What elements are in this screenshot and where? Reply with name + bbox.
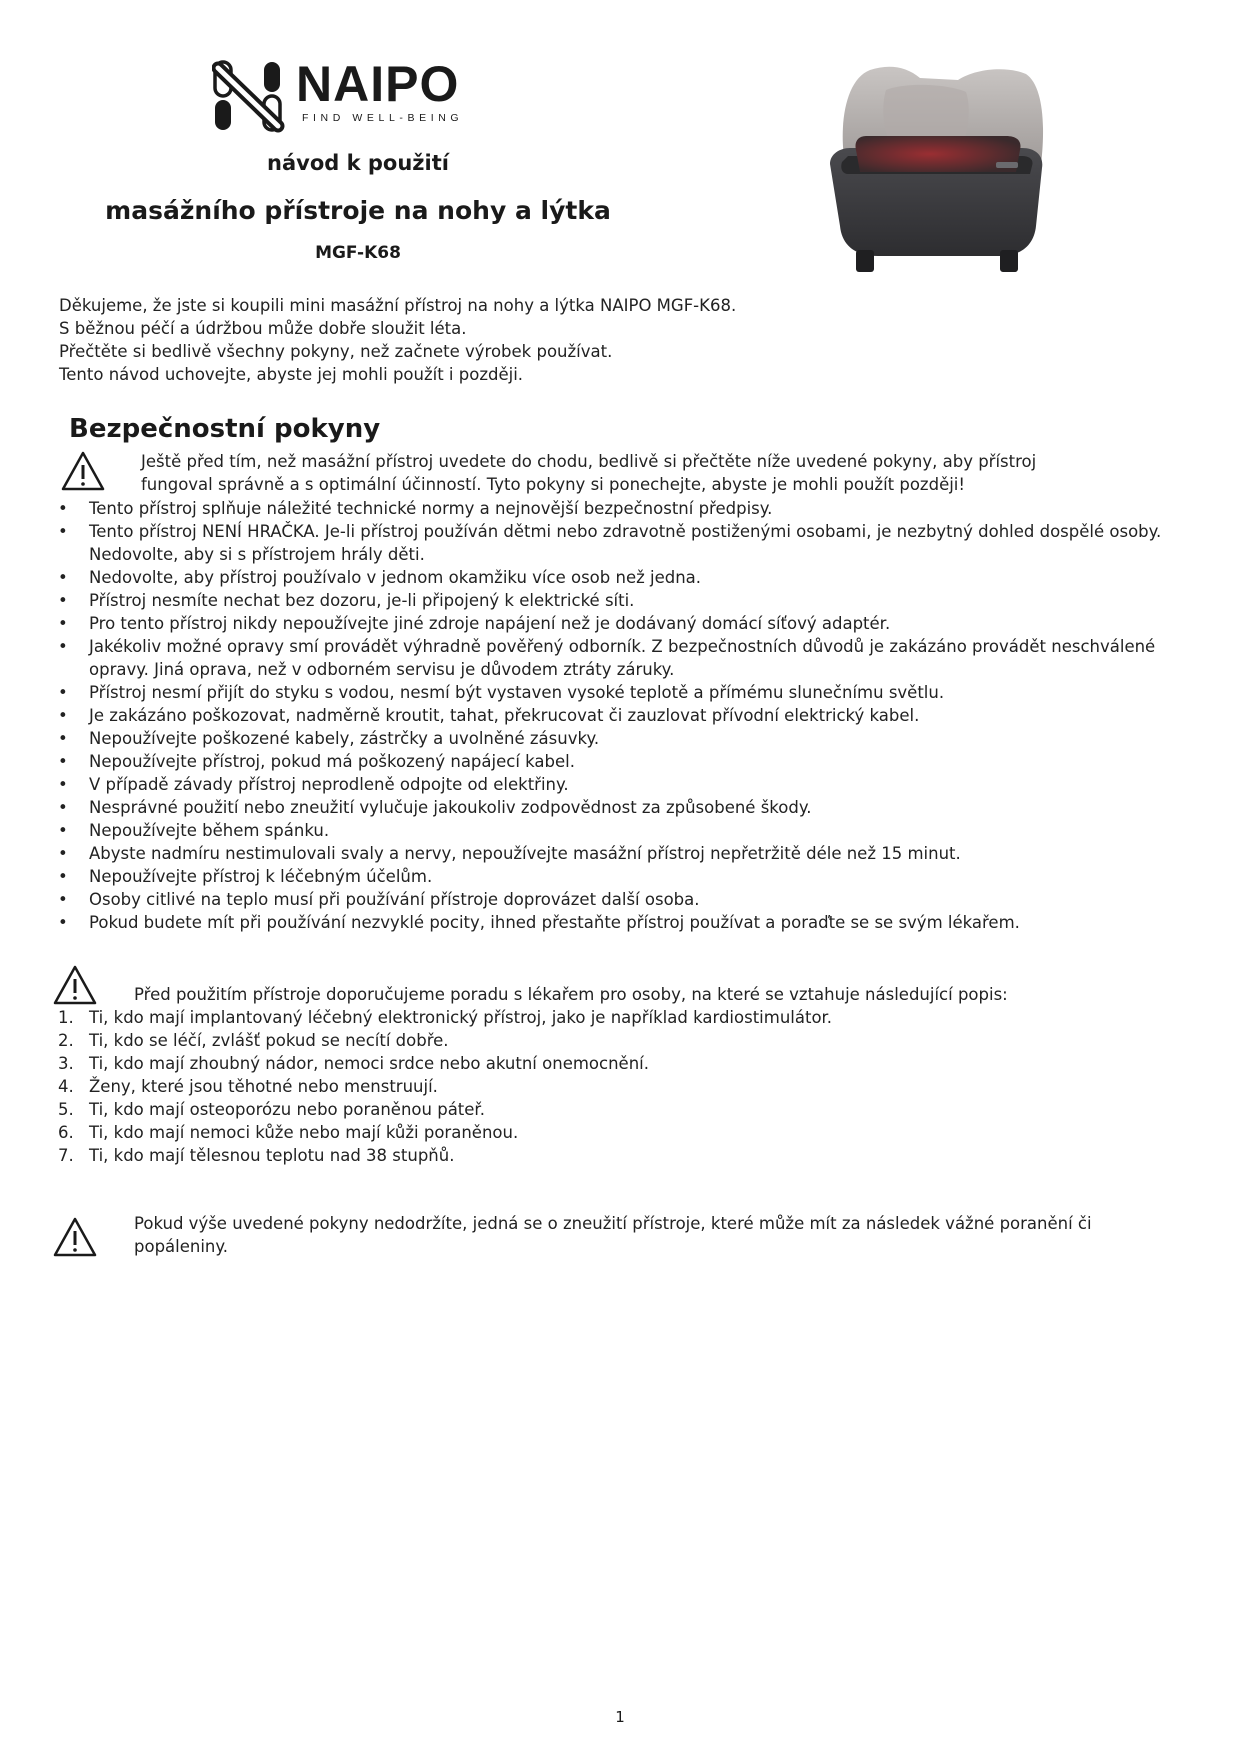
- final-warning-line: popáleniny.: [134, 1237, 229, 1256]
- list-item: 7. Ti, kdo mají tělesnou teplotu nad 38 stupňů.: [58, 1146, 455, 1165]
- list-item: 5. Ti, kdo mají osteoporózu nebo poraněnou páteř.: [58, 1100, 485, 1119]
- safety-warning-line: Ještě před tím, než masážní přístroj uvedete do chodu, bedlivě si přečtěte níže uvedené pokyny, aby přístroj: [141, 452, 1037, 471]
- doctor-advice-list: [55, 1006, 1185, 1167]
- list-item: • V případě závady přístroj neprodleně odpojte od elektřiny.: [58, 775, 569, 794]
- list-item: • Osoby citlivé na teplo musí při používání přístroje doprovázet další osoba.: [58, 890, 700, 909]
- safety-bullet-list: [55, 497, 1185, 934]
- list-item: • Nepoužívejte přístroj k léčebným účelům.: [58, 867, 433, 886]
- model-number: MGF-K68: [315, 243, 401, 263]
- list-item: • Nedovolte, aby přístroj používalo v jednom okamžiku více osob než jedna.: [58, 568, 702, 587]
- warning-icon: [52, 1216, 98, 1258]
- intro-line: Děkujeme, že jste si koupili mini masážní přístroj na nohy a lýtka NAIPO MGF-K68.: [59, 296, 737, 315]
- brand-tagline: FIND WELL-BEING: [302, 112, 464, 124]
- list-item: 6. Ti, kdo mají nemoci kůže nebo mají kůži poraněnou.: [58, 1123, 519, 1142]
- intro-text: [59, 294, 1159, 386]
- safety-heading: Bezpečnostní pokyny: [69, 414, 381, 444]
- list-item: 1. Ti, kdo mají implantovaný léčebný elektronický přístroj, jako je například kardiostimulátor.: [58, 1008, 833, 1027]
- page-number: 1: [615, 1708, 625, 1726]
- list-item: • Nepoužívejte přístroj, pokud má poškozený napájecí kabel.: [58, 752, 575, 771]
- list-item: • Jakékoliv možné opravy smí provádět výhradně pověřený odborník. Z bezpečnostních důvodů je zakázáno provádět neschválené opravy. Jiná oprava, než v odborném servisu je důvodem ztráty záruky.: [58, 637, 1156, 679]
- naipo-logo-icon: [212, 60, 288, 134]
- list-item: • Tento přístroj NENÍ HRAČKA. Je-li přístroj používán dětmi nebo zdravotně postiženými osobami, je nezbytný dohled dospělé osoby. Nedovolte, aby si s přístrojem hrály děti.: [58, 522, 1162, 564]
- final-warning-line: Pokud výše uvedené pokyny nedodržíte, jedná se o zneužití přístroje, které může mít za následek vážné poranění či: [134, 1214, 1092, 1233]
- warning-icon: [52, 964, 98, 1006]
- intro-line: Přečtěte si bedlivě všechny pokyny, než začnete výrobek používat.: [59, 342, 613, 361]
- product-image: [808, 60, 1060, 292]
- list-item: • Nepoužívejte během spánku.: [58, 821, 330, 840]
- doctor-advice-intro: Před použitím přístroje doporučujeme poradu s lékařem pro osoby, na které se vztahuje následující popis:: [134, 985, 1008, 1004]
- list-item: • Nepoužívejte poškozené kabely, zástrčky a uvolněné zásuvky.: [58, 729, 600, 748]
- list-item: 3. Ti, kdo mají zhoubný nádor, nemoci srdce nebo akutní onemocnění.: [58, 1054, 649, 1073]
- doc-title-line1: návod k použití: [267, 151, 449, 175]
- brand-name: NAIPO: [296, 56, 460, 112]
- list-item: 4. Ženy, které jsou těhotné nebo menstruují.: [58, 1077, 438, 1096]
- intro-line: S běžnou péčí a údržbou může dobře sloužit léta.: [59, 319, 467, 338]
- list-item: • Abyste nadmíru nestimulovali svaly a nervy, nepoužívejte masážní přístroj nepřetržitě déle než 15 minut.: [58, 844, 961, 863]
- list-item: • Tento přístroj splňuje náležité technické normy a nejnovější bezpečnostní předpisy.: [58, 499, 773, 518]
- list-item: • Nesprávné použití nebo zneužití vylučuje jakoukoliv zodpovědnost za způsobené škody.: [58, 798, 812, 817]
- final-warning-text: [134, 1212, 1194, 1258]
- intro-line: Tento návod uchovejte, abyste jej mohli použít i později.: [59, 365, 524, 384]
- list-item: • Je zakázáno poškozovat, nadměrně kroutit, tahat, překrucovat či zauzlovat přívodní elektrický kabel.: [58, 706, 920, 725]
- list-item: • Přístroj nesmíte nechat bez dozoru, je-li připojený k elektrické síti.: [58, 591, 635, 610]
- list-item: • Pokud budete mít při používání nezvyklé pocity, ihned přestaňte přístroj používat a poraďte se se svým lékařem.: [58, 913, 1020, 932]
- list-item: 2. Ti, kdo se léčí, zvlášť pokud se necítí dobře.: [58, 1031, 449, 1050]
- list-item: • Pro tento přístroj nikdy nepoužívejte jiné zdroje napájení než je dodávaný domácí síťový adaptér.: [58, 614, 891, 633]
- list-item: • Přístroj nesmí přijít do styku s vodou, nesmí být vystaven vysoké teplotě a přímému slunečnímu světlu.: [58, 683, 945, 702]
- safety-warning-text: [141, 450, 1181, 496]
- doc-title-line2: masážního přístroje na nohy a lýtka: [105, 196, 611, 225]
- brand-logo: [212, 56, 512, 130]
- safety-warning-line: fungoval správně a s optimální účinností. Tyto pokyny si ponechejte, abyste je mohli použít později!: [141, 475, 966, 494]
- warning-icon: [60, 450, 106, 492]
